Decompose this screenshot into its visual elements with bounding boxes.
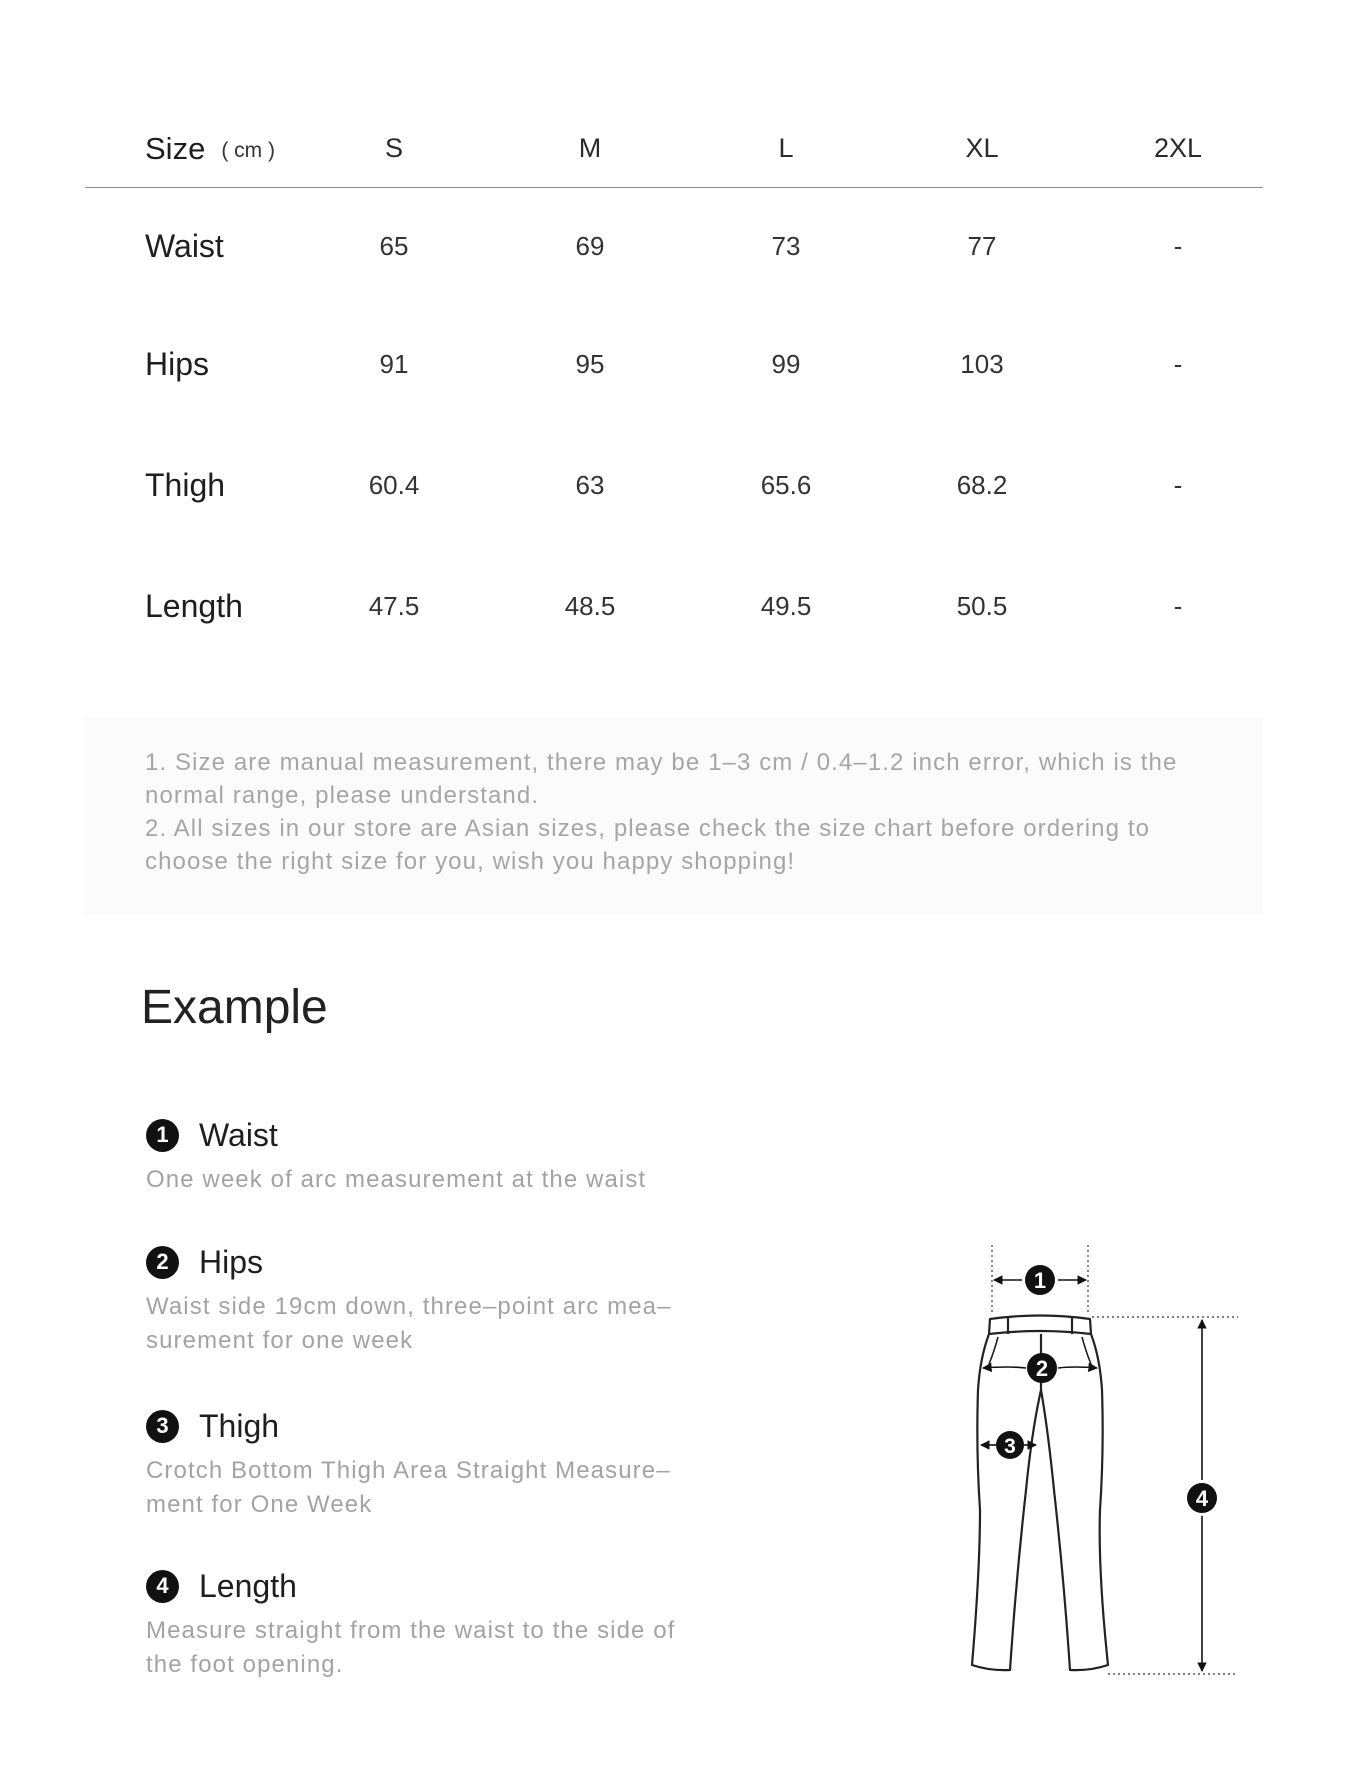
row-label: Waist xyxy=(145,227,224,264)
row-label: Length xyxy=(145,588,243,624)
measure-item-hips xyxy=(146,1242,706,1358)
table-cell: - xyxy=(1173,349,1183,379)
item-description: Measure straight from the waist to the side of the foot opening. xyxy=(146,1617,676,1678)
table-cell: - xyxy=(1173,470,1183,500)
table-cell: 69 xyxy=(575,230,605,261)
table-row-thigh xyxy=(85,425,1263,546)
table-cell: - xyxy=(1173,230,1183,261)
example-title: Example xyxy=(141,981,328,1034)
row-label: Thigh xyxy=(145,467,226,503)
diagram-marker-1-icon xyxy=(1025,1265,1055,1295)
table-cell: 63 xyxy=(575,470,605,500)
table-cell: 91 xyxy=(379,349,409,379)
size-column-l: L xyxy=(778,133,794,163)
svg-text:1: 1 xyxy=(1033,1268,1047,1293)
table-header-row xyxy=(85,110,1263,188)
measure-item-waist xyxy=(146,1115,706,1197)
table-row-hips xyxy=(85,304,1263,425)
table-row-waist xyxy=(85,188,1263,304)
measure-item-length xyxy=(146,1566,706,1682)
svg-text:2: 2 xyxy=(1035,1356,1049,1381)
note-2: 2. All sizes in our store are Asian sizes, please check the size chart before ordering to choose the right size for you, wish you happy shopping! xyxy=(145,815,1151,875)
diagram-marker-4-icon xyxy=(1187,1483,1217,1513)
measure-item-thigh xyxy=(146,1406,706,1522)
table-cell: - xyxy=(1173,591,1183,621)
note-1: 1. Size are manual measurement, there may be 1–3 cm / 0.4–1.2 inch error, which is the normal range, please understand. xyxy=(145,749,1178,809)
table-cell: 49.5 xyxy=(760,591,812,621)
table-cell: 73 xyxy=(771,230,801,261)
table-cell: 60.4 xyxy=(368,470,420,500)
size-table xyxy=(85,110,1263,667)
table-cell: 103 xyxy=(960,349,1004,379)
item-title: Thigh xyxy=(199,1407,280,1444)
svg-text:4: 4 xyxy=(1195,1486,1209,1511)
item-title: Hips xyxy=(199,1243,264,1280)
table-cell: 48.5 xyxy=(564,591,616,621)
table-row-length xyxy=(85,546,1263,667)
table-cell: 50.5 xyxy=(956,591,1008,621)
table-cell: 68.2 xyxy=(956,470,1008,500)
size-column-m: M xyxy=(578,133,602,163)
number-1-icon: 1 xyxy=(146,1119,179,1152)
unit-label: ( cm ) xyxy=(221,138,275,162)
size-column-s: S xyxy=(384,133,403,163)
item-title: Waist xyxy=(199,1116,278,1153)
item-description: One week of arc measurement at the waist xyxy=(146,1166,647,1193)
table-cell: 65 xyxy=(379,230,409,261)
item-description: Crotch Bottom Thigh Area Straight Measure–ment for One Week xyxy=(146,1457,671,1518)
diagram-marker-2-icon xyxy=(1027,1353,1057,1383)
table-cell: 95 xyxy=(575,349,605,379)
row-label: Hips xyxy=(145,346,210,382)
table-cell: 77 xyxy=(967,230,997,261)
item-description: Waist side 19cm down, three–point arc mea–surement for one week xyxy=(146,1293,672,1354)
table-cell: 65.6 xyxy=(760,470,812,500)
table-header-label xyxy=(145,110,275,187)
number-3-icon: 3 xyxy=(146,1410,179,1443)
number-4-icon: 4 xyxy=(146,1570,179,1603)
pants-measurement-diagram xyxy=(950,1240,1250,1680)
svg-text:3: 3 xyxy=(1004,1435,1016,1458)
table-cell: 47.5 xyxy=(368,591,420,621)
diagram-marker-3-icon xyxy=(996,1431,1024,1459)
size-column-xl: XL xyxy=(965,133,999,163)
size-column-2xl: 2XL xyxy=(1153,133,1203,163)
table-cell: 99 xyxy=(771,349,801,379)
item-title: Length xyxy=(199,1567,297,1604)
number-2-icon: 2 xyxy=(146,1246,179,1279)
size-label: Size xyxy=(145,130,206,166)
notes-panel xyxy=(85,718,1263,914)
